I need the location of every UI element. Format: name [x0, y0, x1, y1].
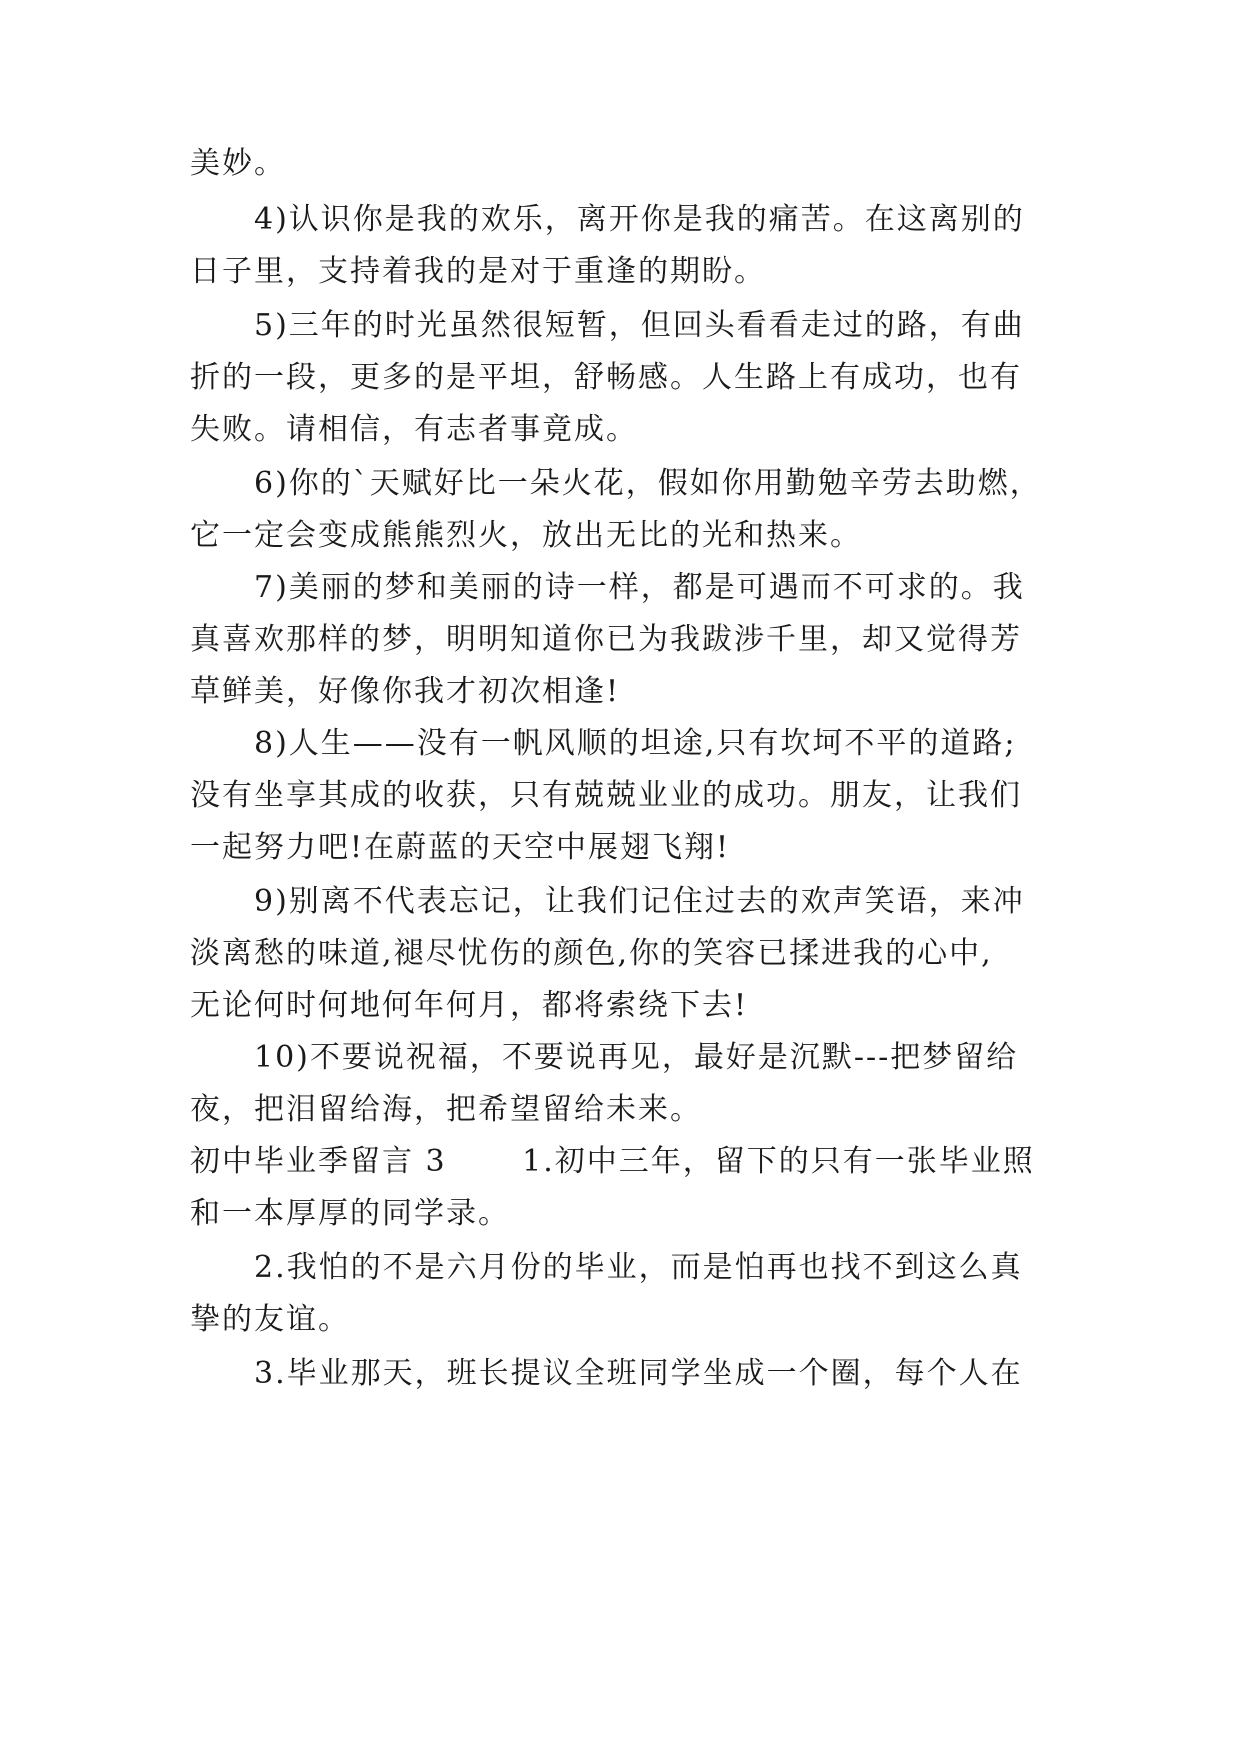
- text-line: 6)你的`天赋好比一朵火花，假如你用勤勉辛劳去助燃，: [254, 466, 1042, 501]
- text-line: 失败。请相信，有志者事竟成。: [190, 412, 638, 447]
- text-line: 日子里，支持着我的是对于重逢的期盼。: [190, 254, 766, 289]
- text-line: 夜，把泪留给海，把希望留给未来。: [190, 1092, 702, 1127]
- text-line: 挚的友谊。: [190, 1302, 350, 1337]
- text-line: 折的一段，更多的是平坦，舒畅感。人生路上有成功，也有: [190, 360, 1022, 395]
- text-line: 5)三年的时光虽然很短暂，但回头看看走过的路，有曲: [254, 308, 1025, 343]
- text-line: 9)别离不代表忘记，让我们记住过去的欢声笑语，来冲: [254, 884, 1025, 919]
- text-line: 无论何时何地何年何月，都将索绕下去!: [190, 988, 749, 1023]
- text-line: 真喜欢那样的梦，明明知道你已为我跋涉千里，却又觉得芳: [190, 622, 1022, 657]
- text-line: 4)认识你是我的欢乐，离开你是我的痛苦。在这离别的: [254, 202, 1025, 237]
- text-line: 美妙。: [190, 146, 286, 181]
- text-line: 3.毕业那天，班长提议全班同学坐成一个圈，每个人在: [254, 1356, 1023, 1391]
- text-line: 8)人生——没有一帆风顺的坦途,只有坎坷不平的道路;: [254, 726, 1017, 761]
- text-line: 一起努力吧!在蔚蓝的天空中展翅飞翔!: [190, 830, 731, 865]
- text-line: 草鲜美，好像你我才初次相逢!: [190, 674, 621, 709]
- text-line: 没有坐享其成的收获，只有兢兢业业的成功。朋友，让我们: [190, 778, 1022, 813]
- text-line: 淡离愁的味道,褪尽忧伤的颜色,你的笑容已揉进我的心中,: [190, 936, 993, 971]
- text-line: 初中毕业季留言 3 1.初中三年，留下的只有一张毕业照: [190, 1144, 1035, 1179]
- text-line: 2.我怕的不是六月份的毕业，而是怕再也找不到这么真: [254, 1250, 1023, 1285]
- text-line: 10)不要说祝福，不要说再见，最好是沉默---把梦留给: [254, 1040, 1019, 1075]
- text-line: 它一定会变成熊熊烈火，放出无比的光和热来。: [190, 518, 862, 553]
- text-line: 7)美丽的梦和美丽的诗一样，都是可遇而不可求的。我: [254, 570, 1025, 605]
- text-line: 和一本厚厚的同学录。: [190, 1196, 510, 1231]
